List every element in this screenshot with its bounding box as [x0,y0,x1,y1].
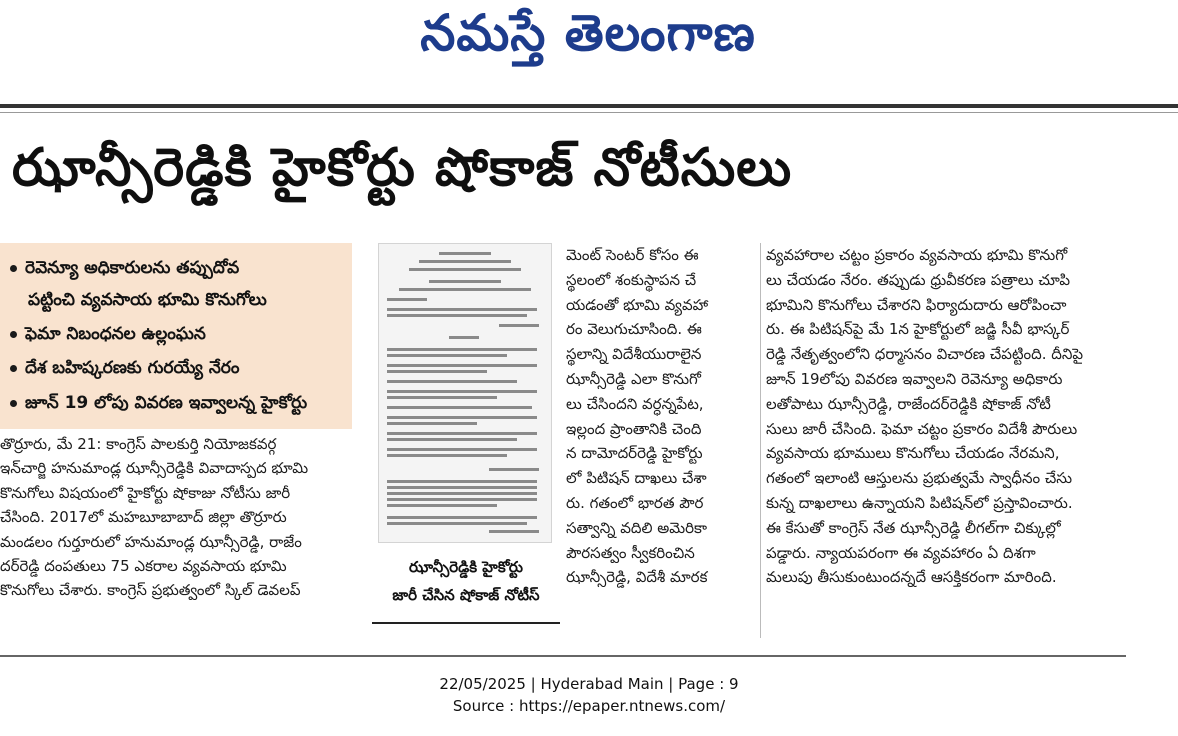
text-line: చేసింది. 2017లో మహబూబాబాద్ జిల్లా తొర్రూరు [0,508,287,527]
highlights-box [0,243,352,429]
text-line: కొనుగోలు చేశారు. కాంగ్రెస్ ప్రభుత్వంలో స్కిల్ డెవలప్ [0,581,301,600]
text-line: రం వెలుగుచూసింది. ఈ [566,320,702,339]
article-column-1 [0,432,352,603]
text-line: యడంతో భూమి వ్యవహా [566,295,709,314]
text-line: ఈ కేసుతో కాంగ్రెస్ నేత ఝాన్సీరెడ్డి లీగల్‌గా చిక్కుల్లో [766,518,1061,537]
text-line: సులు జారీ చేసింది. ఫెమా చట్టం ప్రకారం విదేశీ పౌరులు [766,419,1078,438]
caption-line: జారీ చేసిన షోకాజ్ నోటీస్ [392,586,540,604]
highlight-item: రెవెన్యూ అధికారులను తప్పుదోవ [10,258,239,282]
masthead-rule-thin [0,112,1178,113]
text-line: న దామోదర్‌రెడ్డి హైకోర్టు [566,444,703,463]
text-line: మలుపు తీసుకుంటుందన్నదే ఆసక్తికరంగా మారింది. [766,568,1057,587]
text-line: గతంలో ఇలాంటి ఆస్తులను ప్రభుత్వమే స్వాధీనం చేసు [766,469,1073,488]
text-line: తొర్రూరు, మే 21: కాంగ్రెస్ పాలకుర్తి నియోజకవర్గ [0,435,277,453]
text-line: కున్న దాఖలాలు ఉన్నాయని పిటిషన్‌లో ప్రస్తావించారు. [766,493,1073,512]
text-line: మెంట్ సెంటర్ కోసం ఈ [566,246,699,264]
text-line: మండలం గుర్తూరులో హనుమాండ్ల ఝాన్సీరెడ్డి, రాజేం [0,532,302,551]
text-line: సత్వాన్ని వదిలి అమెరికా [566,518,707,537]
court-notice-image [378,243,552,543]
text-line: స్థలంలో శంకుస్థాపన చే [566,270,697,289]
highlight-item: జూన్ 19 లోపు వివరణ ఇవ్వాలన్న హైకోర్టు [10,393,307,417]
text-line: పడ్డారు. న్యాయపరంగా ఈ వ్యవహారం ఏ దిశగా [766,543,1036,562]
text-line: ఇల్లంద ప్రాంతానికి చెంది [566,419,702,438]
bullet-icon [10,265,17,272]
footer-dateline: 22/05/2025 | Hyderabad Main | Page : 9 [439,675,739,693]
text-line: రెడ్డి నేతృత్వంలోని ధర్మాసనం విచారణ చేపట్టింది. దీనిపై [766,345,1084,364]
text-line: వ్యవహారాల చట్టం ప్రకారం వ్యవసాయ భూమి కొనుగో [766,246,1068,264]
article-column-2 [566,243,756,590]
caption-line: ఝాన్సీరెడ్డికి హైకోర్టు [409,558,523,576]
text-line: లు చేయడం నేరం. తప్పుడు ధ్రువీకరణ పత్రాలు చూపి [766,270,1070,289]
highlight-item: దేశ బహిష్కరణకు గురయ్యే నేరం [10,358,240,382]
text-line: లో పిటిషన్ దాఖలు చేశా [566,469,707,488]
text-line: లు చేసిందని వర్ధన్నపేట, [566,394,704,413]
text-line: వ్యవసాయ భూములు కొనుగోలు చేయడం నేరమని, [766,444,1060,463]
headline: ఝాన్సీరెడ్డికి హైకోర్టు షోకాజ్ నోటీసులు [12,138,793,198]
text-line: లతోపాటు ఝాన్సీరెడ్డి, రాజేందర్‌రెడ్డికి షోకాజ్ నోటీ [766,394,1051,413]
column-divider [760,243,761,638]
text-line: రు. ఈ పిటిషన్‌పై మే 1న హైకోర్టులో జడ్జి సీవీ భాస్కర్ [766,320,1070,339]
article-column-3 [766,243,1124,590]
text-line: దర్‌రెడ్డి దంపతులు 75 ఎకరాల వ్యవసాయ భూమి [0,557,287,576]
bullet-icon [10,365,17,372]
highlight-item: ఫెమా నిబంధనల ఉల్లంఘన [10,324,206,348]
bullet-icon [10,400,17,407]
text-line: రు. గతంలో భారత పౌర [566,493,704,512]
text-line: కొనుగోలు విషయంలో హైకోర్టు షోకాజు నోటీసు జారీ [0,483,291,502]
masthead [0,0,1178,100]
footer-source-link[interactable]: Source : https://epaper.ntnews.com/ [452,697,726,715]
text-line: స్థలాన్ని విదేశీయురాలైన [566,345,702,364]
masthead-rule [0,104,1178,108]
masthead-logo: నమస్తే తెలంగాణ [420,4,756,62]
text-line: భూమిని కొనుగోలు చేశారని ఫిర్యాదుదారు ఆరోపించా [766,295,1067,314]
text-line: పౌరసత్వం స్వీకరించిన [566,543,695,562]
caption-rule [372,622,560,624]
footer-rule [0,655,1126,657]
text-line: ఝాన్సీరెడ్డి ఎలా కొనుగో [566,369,701,388]
bullet-icon [10,331,17,338]
text-line: జూన్ 19లోపు వివరణ ఇవ్వాలని రెవెన్యూ అధికారు [766,369,1063,388]
image-caption [372,553,560,609]
text-line: ఝాన్సీరెడ్డి, విదేశీ మారక [566,568,708,587]
text-line: ఇన్‌చార్జి హనుమాండ్ల ఝాన్సీరెడ్డికి వివాదాస్పద భూమి [0,459,309,478]
highlight-item-cont: పట్టించి వ్యవసాయ భూమి కొనుగోలు [28,290,267,310]
